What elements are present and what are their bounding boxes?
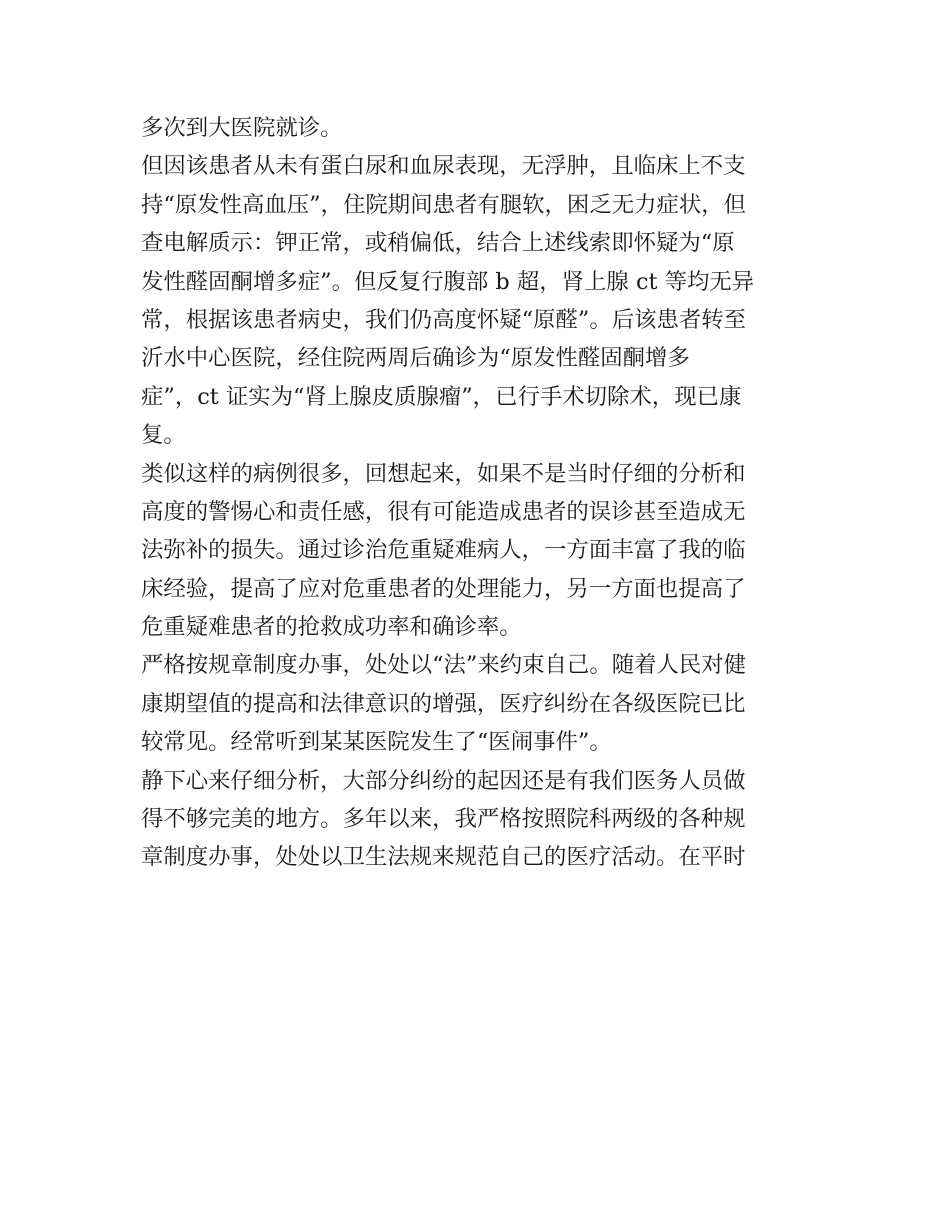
body-text	[141, 109, 813, 877]
text-line: 持“原发性高血压”，住院期间患者有腿软，困乏无力症状，但	[141, 191, 747, 218]
text-line: 危重疑难患者的抢救成功率和确诊率。	[141, 614, 522, 641]
text-line: 复。	[141, 422, 186, 449]
text-line: 严格按规章制度办事，处处以“法”来约束自己。随着人民对健	[141, 652, 747, 679]
text-line: 康期望值的提高和法律意识的增强，医疗纠纷在各级医院已比	[141, 690, 746, 717]
text-line: 较常见。经常听到某某医院发生了“医闹事件”。	[141, 729, 612, 756]
text-line: 沂水中心医院，经住院两周后确诊为“原发性醛固酮增多	[141, 345, 690, 372]
text-line: 常，根据该患者病史，我们仍高度怀疑“原醛”。后该患者转至	[141, 306, 747, 333]
text-line: 床经验，提高了应对危重患者的处理能力，另一方面也提高了	[141, 575, 746, 602]
text-line: 静下心来仔细分析，大部分纠纷的起因还是有我们医务人员做	[141, 767, 746, 794]
text-line: 法弥补的损失。通过诊治危重疑难病人，一方面丰富了我的临	[141, 537, 746, 564]
text-line: 得不够完美的地方。多年以来，我严格按照院科两级的各种规	[141, 806, 746, 833]
text-line: 高度的警惕心和责任感，很有可能造成患者的误诊甚至造成无	[141, 498, 746, 525]
text-line: 发性醛固酮增多症”。但反复行腹部 b 超，肾上腺 ct 等均无异	[141, 268, 755, 295]
text-line: 章制度办事，处处以卫生法规来规范自己的医疗活动。在平时	[141, 844, 746, 871]
text-line: 但因该患者从未有蛋白尿和血尿表现，无浮肿，且临床上不支	[141, 153, 746, 180]
text-line: 类似这样的病例很多，回想起来，如果不是当时仔细的分析和	[141, 460, 746, 487]
text-line: 查电解质示：钾正常，或稍偏低，结合上述线索即怀疑为“原	[141, 230, 735, 257]
text-line: 多次到大医院就诊。	[141, 115, 343, 141]
text-line: 症”，ct 证实为“肾上腺皮质腺瘤”，已行手术切除术，现已康	[141, 383, 742, 410]
